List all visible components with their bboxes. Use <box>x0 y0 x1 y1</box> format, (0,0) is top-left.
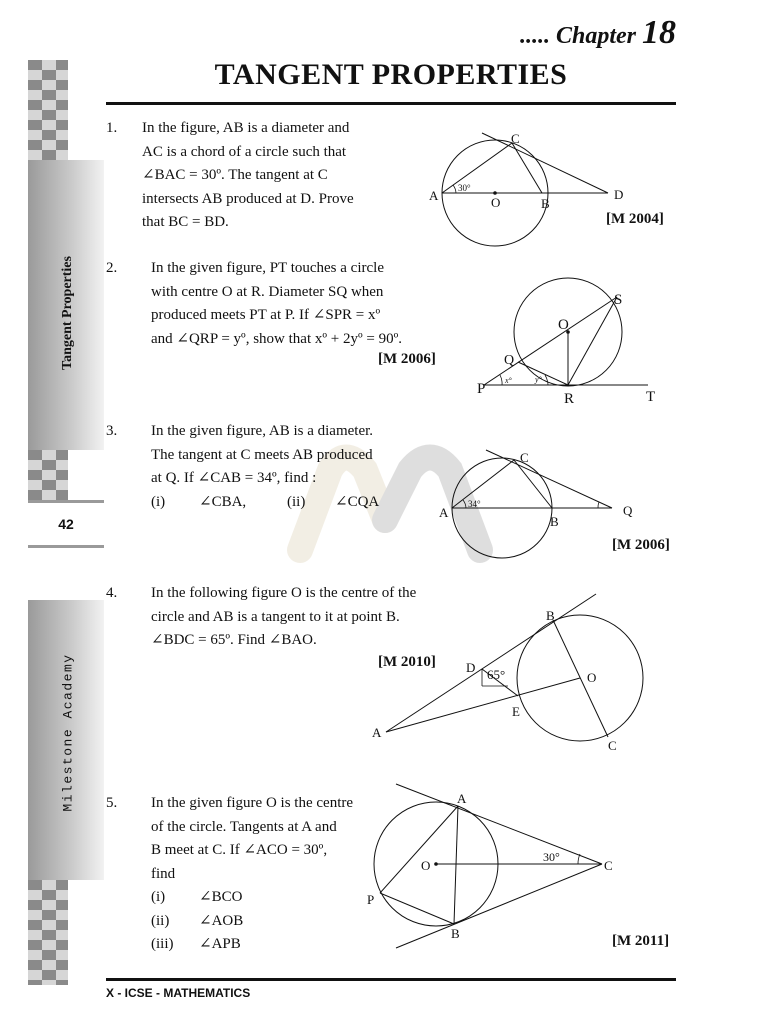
question-5 <box>106 792 386 962</box>
figure-label: x° <box>505 376 512 385</box>
question-line: at Q. If ∠CAB = 34º, find : <box>151 470 317 486</box>
question-line: intersects AB produced at D. Prove <box>142 190 354 207</box>
question-line: AC is a chord of a circle such that <box>142 143 347 160</box>
figure-label: R <box>564 391 575 407</box>
option-text: ∠BCO <box>199 889 243 905</box>
question-2 <box>106 257 466 357</box>
question-line: circle and AB is a tangent to it at point B. <box>151 608 400 625</box>
figure-label: D <box>614 187 624 202</box>
figure-label: A <box>429 188 439 203</box>
figure-label: B <box>550 514 559 529</box>
figure-label: P <box>477 381 486 397</box>
option-text: ∠CBA, <box>199 493 247 510</box>
figure-q4 <box>368 592 658 757</box>
question-line: produced meets PT at P. If ∠SPR = xº <box>151 307 381 323</box>
figure-q1 <box>420 125 624 247</box>
option-row <box>151 933 353 957</box>
chapter-number: 18 <box>642 14 676 51</box>
option-text: ∠AOB <box>199 912 244 929</box>
sidebar-checker-bottom <box>28 880 68 985</box>
question-line: In the given figure, PT touches a circle <box>151 260 384 276</box>
exam-year: [M 2010] <box>378 654 436 670</box>
option-label: (i) <box>151 493 166 510</box>
exam-year: [M 2006] <box>378 351 436 367</box>
figure-label: A <box>439 505 449 520</box>
question-line: with centre O at R. Diameter SQ when <box>151 283 384 300</box>
figure-label: 30° <box>543 850 560 864</box>
page-title: TANGENT PROPERTIES <box>214 58 568 91</box>
figure-label: B <box>541 196 550 211</box>
figure-label: 65° <box>487 667 506 682</box>
sidebar-topic-label: Tangent Properties <box>60 256 75 370</box>
option-row <box>151 886 353 910</box>
figure-label: Q <box>504 353 515 368</box>
question-number: 4. <box>106 585 118 601</box>
figure-q5 <box>360 778 630 953</box>
figure-label: D <box>466 660 476 675</box>
figure-label: P <box>367 892 375 907</box>
figure-label: C <box>608 738 617 753</box>
figure-label: C <box>511 131 520 146</box>
option-label: (ii) <box>151 912 170 929</box>
exam-year: [M 2006] <box>612 537 670 553</box>
option-text: ∠CQA <box>335 493 380 510</box>
figure-label: E <box>512 704 520 719</box>
figure-label: C <box>520 450 529 465</box>
option-text: ∠APB <box>199 936 241 952</box>
figure-label: 34° <box>468 499 481 509</box>
sidebar-academy-label: Milestone Academy <box>60 653 76 812</box>
header-rule <box>106 102 676 105</box>
question-line: In the figure, AB is a diameter and <box>142 120 350 136</box>
question-3 <box>106 420 436 520</box>
question-1 <box>106 117 406 237</box>
chapter-prefix: ..... Chapter <box>519 23 642 49</box>
figure-q2 <box>472 275 672 410</box>
question-line: In the given figure, AB is a diameter. <box>151 423 374 439</box>
option-label: (i) <box>151 889 166 905</box>
option-label: (iii) <box>151 936 174 952</box>
question-line: find <box>151 865 176 882</box>
question-line: ∠BAC = 30º. The tangent at C <box>142 167 328 183</box>
figure-label: A <box>457 791 467 806</box>
figure-label: Q <box>623 503 633 518</box>
figure-label: y° <box>535 375 542 384</box>
figure-label: O <box>421 858 431 873</box>
page-number: 42 <box>28 500 104 548</box>
question-number: 2. <box>106 260 118 276</box>
question-line: B meet at C. If ∠ACO = 30º, <box>151 842 328 858</box>
figure-label: T <box>646 389 656 405</box>
exam-year: [M 2011] <box>612 933 670 949</box>
figure-label: O <box>558 317 569 333</box>
chapter-tag <box>520 14 676 52</box>
figure-label: B <box>546 608 555 623</box>
figure-label: S <box>614 292 623 308</box>
question-line: ∠BDC = 65º. Find ∠BAO. <box>151 632 317 648</box>
question-line: that BC = BD. <box>142 214 229 230</box>
exam-year: [M 2004] <box>606 211 664 227</box>
question-line: The tangent at C meets AB produced <box>151 446 373 463</box>
figure-label: C <box>604 858 613 873</box>
question-line: In the given figure O is the centre <box>151 795 354 811</box>
figure-label: A <box>372 725 382 740</box>
option-row <box>151 491 379 515</box>
figure-q3 <box>436 448 646 566</box>
question-number: 1. <box>106 120 118 136</box>
option-row <box>151 910 353 934</box>
question-number: 3. <box>106 423 118 439</box>
sidebar-checker-mid <box>28 450 68 500</box>
figure-label: O <box>587 670 597 685</box>
figure-label: O <box>491 195 501 210</box>
figure-label: B <box>451 926 460 941</box>
sidebar-checker-top <box>28 60 68 160</box>
option-label: (ii) <box>287 493 306 510</box>
question-line: and ∠QRP = yº, show that xº + 2yº = 90º. <box>151 330 402 347</box>
figure-label: 30° <box>458 183 471 193</box>
question-line: In the following figure O is the centre of the <box>151 585 417 601</box>
footer-text: X - ICSE - MATHEMATICS <box>106 986 251 1000</box>
footer-rule <box>106 978 676 981</box>
question-number: 5. <box>106 795 118 811</box>
question-line: of the circle. Tangents at A and <box>151 818 337 835</box>
